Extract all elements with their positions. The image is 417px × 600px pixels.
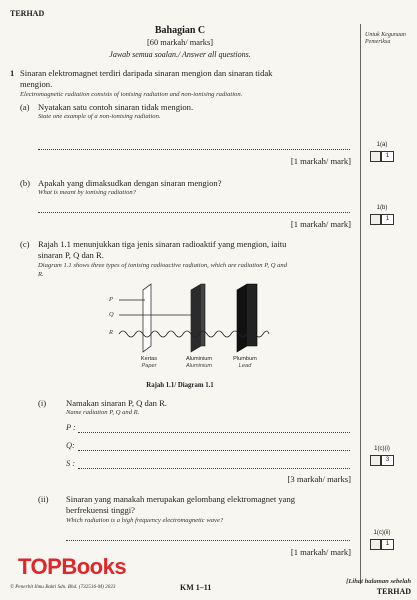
part-a-max-box: 1 [381, 151, 394, 162]
section-marks: [60 markah/ marks] [146, 38, 214, 47]
footer-next-page: [Lihat halaman sebelah [346, 578, 411, 585]
part-b-text-ms: Apakah yang dimaksudkan dengan sinaran mengion? [38, 178, 222, 188]
section-title: Bahagian C [154, 25, 206, 36]
footer-classification: TERHAD [376, 587, 411, 596]
paper-label [133, 356, 165, 369]
question-number: 1 [10, 68, 15, 78]
ray-r-label: R [109, 329, 113, 336]
part-a-label: (a) [20, 102, 30, 112]
part-c-ii-score-box[interactable] [370, 539, 381, 550]
footer-page-number: KM 1–11 [180, 583, 212, 592]
instruction-ms: Jawab semua soalan./ [109, 50, 181, 59]
aluminium-label-en: Aluminium [185, 362, 213, 369]
part-b-score-box[interactable] [370, 214, 381, 225]
part-c-i-score-box[interactable] [370, 455, 381, 466]
instruction-en: Answer all questions. [180, 50, 251, 59]
part-a-score-box[interactable] [370, 151, 381, 162]
answer-p-label: P : [66, 423, 76, 432]
part-c-text-en-1: Diagram 1.1 shows three types of ionising radioactive radiation, which are radiation P, Q and [38, 262, 288, 269]
paper-label-ms: Kertas [140, 356, 158, 362]
part-c-text-en-2: R. [38, 271, 44, 278]
part-c-ii-text-en: Which radiation is a high frequency electromagnetic wave? [66, 517, 224, 524]
answer-q-label: Q: [66, 441, 75, 450]
part-b-answer-line[interactable] [38, 212, 350, 213]
topbooks-watermark-logo: TOPBooks [18, 554, 127, 579]
lead-label-en: Lead [238, 362, 252, 369]
lead-label [227, 356, 263, 369]
answer-s-line[interactable] [78, 468, 350, 469]
part-a-marks: [1 markah/ mark] [290, 156, 351, 166]
section-instruction [0, 50, 360, 60]
lead-block-face [237, 284, 247, 352]
aluminium-label [179, 356, 219, 369]
part-c-i-max-box: 3 [381, 455, 394, 466]
part-c-i-marks: [3 markah/ marks] [287, 474, 351, 484]
part-a-text-ms: Nyatakan satu contoh sinaran tidak mengion. [38, 102, 194, 112]
aluminium-label-ms: Aluminium [185, 356, 213, 362]
part-c-i-text-en: Name radiation P, Q and R. [66, 409, 140, 416]
lead-label-ms: Plumbum [233, 356, 257, 362]
examiner-margin-label: Untuk Kegunaan Pemeriksa [365, 32, 406, 45]
part-b-label: (b) [20, 178, 31, 188]
footer-copyright: © Penerbit Ilmu Bakti Sdn. Bhd. (732516-M) 2023 [10, 584, 116, 590]
part-c-ii-max-box: 1 [381, 539, 394, 550]
part-b-marks: [1 markah/ mark] [290, 219, 351, 229]
aluminium-sheet-face [191, 284, 201, 352]
paper-label-en: Paper [141, 362, 157, 369]
question-stem-ms-1: Sinaran elektromagnet terdiri daripada sinaran mengion dan sinaran tidak [20, 68, 273, 78]
part-a-text-en: State one example of a non-ionising radiation. [38, 113, 161, 120]
diagram-caption: Rajah 1.1/ Diagram 1.1 [146, 382, 214, 389]
examiner-margin-line [360, 24, 361, 584]
answer-p-line[interactable] [78, 432, 350, 433]
part-b-text-en: What is meant by ionising radiation? [38, 189, 136, 196]
part-c-ii-label: (ii) [38, 494, 49, 504]
part-b-max-box: 1 [381, 214, 394, 225]
question-stem-en: Electromagnetic radiation consists of ionising radiation and non-ionising radiation. [20, 91, 243, 98]
ray-p-label: P [109, 296, 113, 303]
classification-label: TERHAD [10, 9, 45, 18]
part-c-i-label: (i) [38, 398, 47, 408]
ray-q-label: Q [109, 311, 114, 318]
part-b-code: 1(b) [376, 205, 388, 211]
part-c-ii-text-ms-1: Sinaran yang manakah merupakan gelombang elektromagnet yang [66, 494, 296, 504]
part-a-code: 1(a) [376, 142, 388, 148]
part-c-text-ms-2: sinaran P, Q dan R. [38, 250, 104, 260]
paper-sheet-shape [143, 284, 151, 352]
part-c-i-code: 1(c)(i) [374, 446, 390, 452]
part-c-i-text-ms: Namakan sinaran P, Q dan R. [66, 398, 167, 408]
question-stem-ms-2: mengion. [20, 79, 53, 89]
answer-q-line[interactable] [78, 450, 350, 451]
part-c-ii-code: 1(c)(ii) [373, 530, 391, 536]
part-c-ii-marks: [1 markah/ mark] [290, 547, 351, 557]
radiation-penetration-diagram [105, 282, 285, 377]
part-c-ii-text-ms-2: berfrekuensi tinggi? [66, 505, 135, 515]
part-a-answer-line[interactable] [38, 149, 350, 150]
answer-s-label: S : [66, 459, 76, 468]
part-c-text-ms-1: Rajah 1.1 menunjukkan tiga jenis sinaran radioaktif yang mengion, iaitu [38, 239, 287, 249]
part-c-ii-answer-line[interactable] [66, 540, 350, 541]
part-c-label: (c) [20, 239, 30, 249]
